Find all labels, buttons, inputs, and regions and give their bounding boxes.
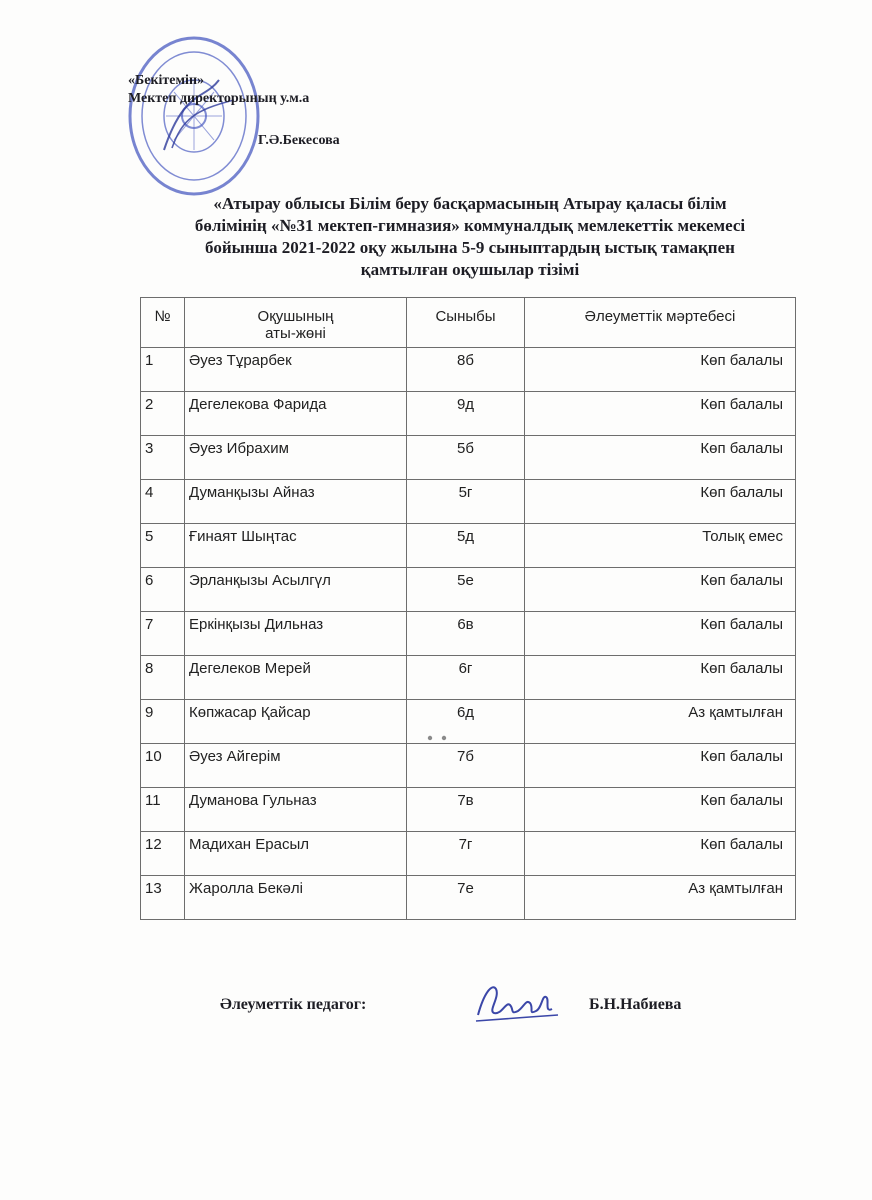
- row-name: Думанова Гульназ: [185, 788, 407, 832]
- row-name: Жаролла Бекәлі: [185, 876, 407, 920]
- row-status: Көп балалы: [525, 436, 796, 480]
- row-number: 3: [141, 436, 185, 480]
- approval-director-name: Г.Ә.Бекесова: [258, 133, 340, 148]
- row-status: Көп балалы: [525, 744, 796, 788]
- row-number: 2: [141, 392, 185, 436]
- row-number: 1: [141, 348, 185, 392]
- approval-position: Мектеп директорының у.м.а: [128, 91, 310, 106]
- approval-heading: «Бекітемін»: [128, 73, 205, 88]
- row-name: Дегелекова Фарида: [185, 392, 407, 436]
- table-row: [141, 392, 796, 436]
- row-status: Көп балалы: [525, 612, 796, 656]
- row-status: Көп балалы: [525, 568, 796, 612]
- row-class: 9д: [407, 392, 525, 436]
- row-name: Әуез Тұрарбек: [185, 348, 407, 392]
- row-class: 8б: [407, 348, 525, 392]
- header-status: Әлеуметтік мәртебесі: [525, 298, 796, 348]
- header-number: №: [141, 298, 185, 348]
- table-row: [141, 788, 796, 832]
- row-class: 7б: [407, 744, 525, 788]
- signature-icon: [470, 975, 560, 1030]
- approval-block: [128, 72, 340, 148]
- scan-dots-icon: [424, 731, 454, 745]
- row-number: 6: [141, 568, 185, 612]
- row-class: 6д: [407, 700, 525, 744]
- table-row: [141, 832, 796, 876]
- row-number: 5: [141, 524, 185, 568]
- row-status: Көп балалы: [525, 832, 796, 876]
- row-number: 10: [141, 744, 185, 788]
- row-status: Аз қамтылған: [525, 876, 796, 920]
- row-number: 11: [141, 788, 185, 832]
- row-class: 5д: [407, 524, 525, 568]
- row-class: 7в: [407, 788, 525, 832]
- table-row: [141, 568, 796, 612]
- row-number: 13: [141, 876, 185, 920]
- row-name: Мадихан Ерасыл: [185, 832, 407, 876]
- row-name: Дегелеков Мерей: [185, 656, 407, 700]
- row-name: Думанқызы Айназ: [185, 480, 407, 524]
- row-number: 9: [141, 700, 185, 744]
- table-row: [141, 876, 796, 920]
- row-class: 6в: [407, 612, 525, 656]
- row-name: Әуез Ибрахим: [185, 436, 407, 480]
- footer-role: Әлеуметтік педагог:: [220, 996, 367, 1013]
- official-seal-icon: [124, 30, 264, 200]
- row-class: 7е: [407, 876, 525, 920]
- footer-name: Б.Н.Набиева: [589, 996, 682, 1013]
- row-number: 12: [141, 832, 185, 876]
- row-status: Көп балалы: [525, 788, 796, 832]
- row-status: Толық емес: [525, 524, 796, 568]
- row-status: Көп балалы: [525, 656, 796, 700]
- table-row: [141, 480, 796, 524]
- table-row: [141, 612, 796, 656]
- row-class: 5г: [407, 480, 525, 524]
- header-name: [185, 298, 407, 348]
- title-line-2: бөлімінің «№31 мектеп-гимназия» коммуналдық мемлекеттік мекемесі: [194, 216, 746, 235]
- row-name: Ғинаят Шыңтас: [185, 524, 407, 568]
- document-title: [150, 193, 790, 281]
- row-number: 4: [141, 480, 185, 524]
- row-class: 6г: [407, 656, 525, 700]
- table-row: [141, 744, 796, 788]
- row-number: 7: [141, 612, 185, 656]
- title-line-3: бойынша 2021-2022 оқу жылына 5-9 сыныптардың ыстық тамақпен: [205, 238, 735, 257]
- table-row: [141, 436, 796, 480]
- table-row: [141, 656, 796, 700]
- table-row: [141, 348, 796, 392]
- row-name: Еркінқызы Дильназ: [185, 612, 407, 656]
- title-line-1: «Атырау облысы Білім беру басқармасының Атырау қаласы білім: [213, 194, 727, 213]
- row-status: Көп балалы: [525, 392, 796, 436]
- header-name-line-2: аты-жөні: [265, 325, 326, 342]
- table-header-row: [141, 298, 796, 348]
- row-class: 7г: [407, 832, 525, 876]
- row-name: Эрланқызы Асылгүл: [185, 568, 407, 612]
- row-status: Көп балалы: [525, 480, 796, 524]
- header-name-line-1: Оқушының: [257, 308, 334, 325]
- table-row: [141, 700, 796, 744]
- row-number: 8: [141, 656, 185, 700]
- row-status: Көп балалы: [525, 348, 796, 392]
- row-name: Әуез Айгерім: [185, 744, 407, 788]
- row-class: 5е: [407, 568, 525, 612]
- row-name: Көпжасар Қайсар: [185, 700, 407, 744]
- row-status: Аз қамтылған: [525, 700, 796, 744]
- header-class: Сыныбы: [407, 298, 525, 348]
- title-line-4: қамтылған оқушылар тізімі: [360, 260, 580, 279]
- table-row: [141, 524, 796, 568]
- students-table: [140, 297, 796, 920]
- row-class: 5б: [407, 436, 525, 480]
